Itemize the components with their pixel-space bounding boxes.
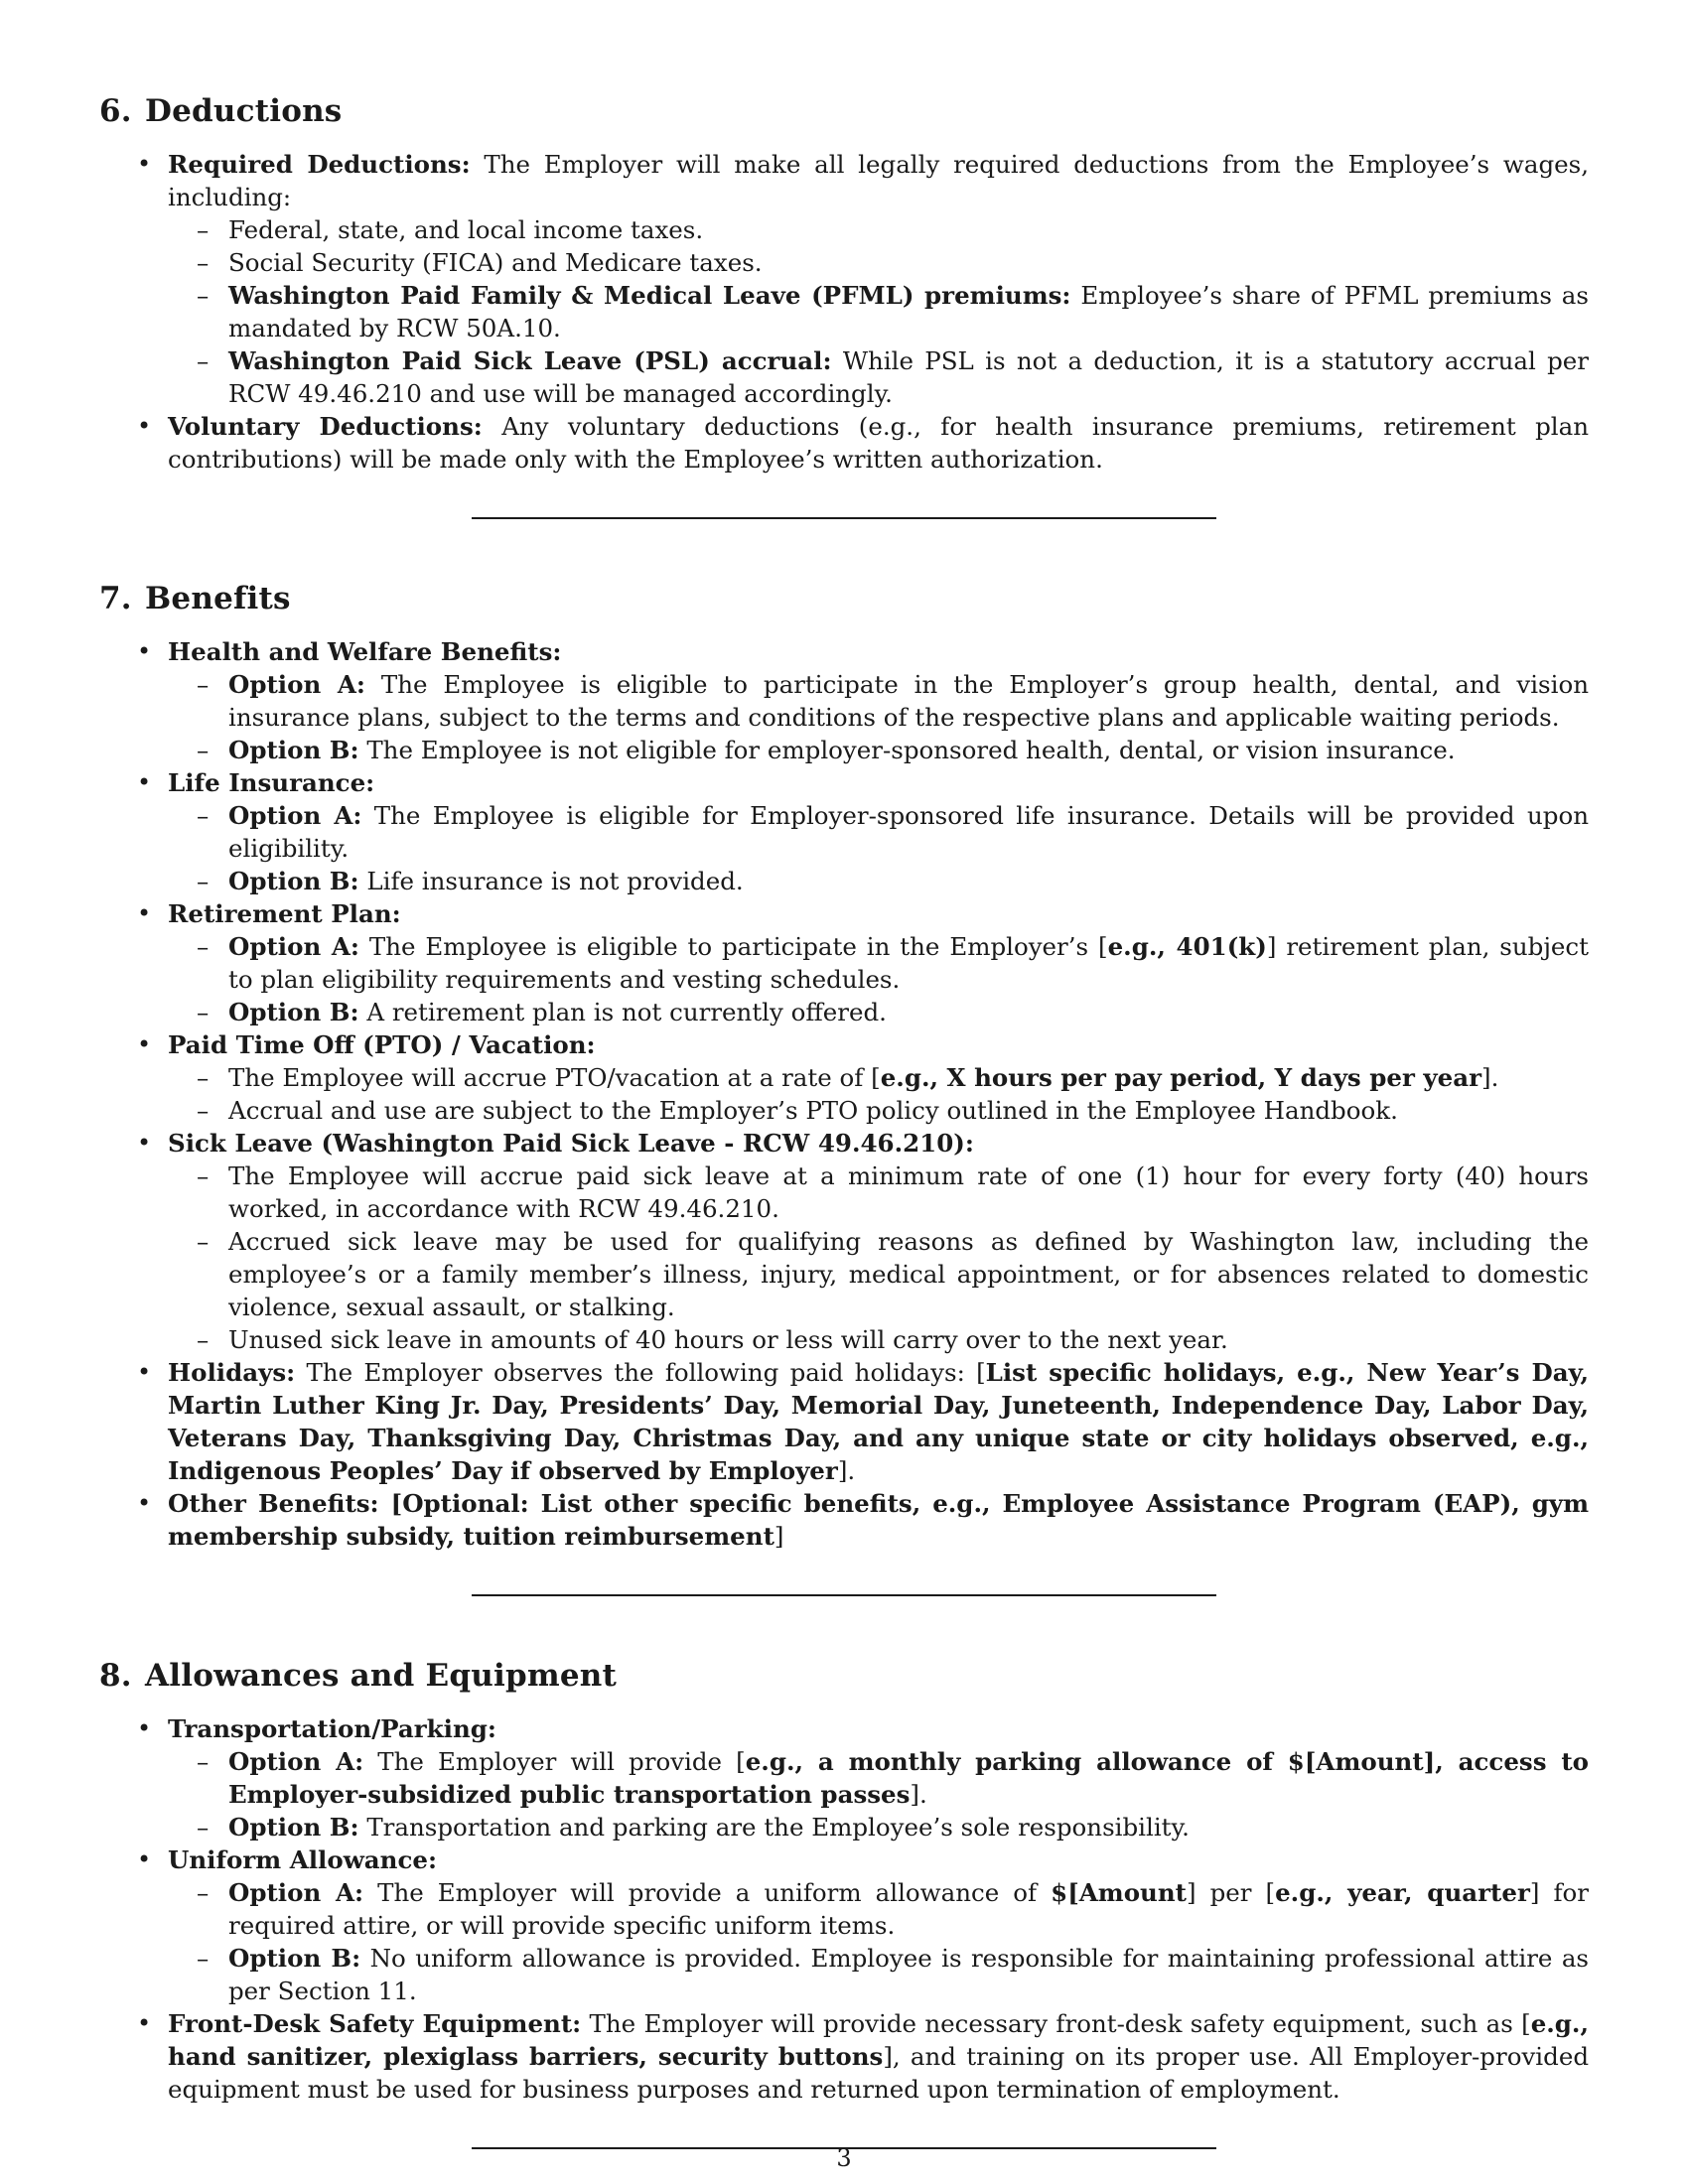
section-number: 7. xyxy=(99,581,132,616)
option-text: The Employer will provide [ xyxy=(363,1747,746,1776)
item-text: Any voluntary deductions (e.g., for health insurance premiums, retirement plan contributions) will be made only with the Employee’s written authorization. xyxy=(168,412,1589,474)
section-title-deductions xyxy=(99,91,1589,131)
item-text: The Employer will provide necessary front-desk safety equipment, such as [ xyxy=(581,2009,1531,2038)
section-title-text: Deductions xyxy=(145,93,343,129)
item-label: Washington Paid Sick Leave (PSL) accrual: xyxy=(228,346,832,375)
item-label: Sick Leave (Washington Paid Sick Leave - RCW 49.46.210): xyxy=(168,1129,974,1158)
list-item-required-deductions xyxy=(99,148,1589,410)
section-number: 6. xyxy=(99,93,132,129)
option-text: The Employee is eligible for Employer-sponsored life insurance. Details will be provided upon eligibility. xyxy=(228,801,1589,863)
sublist-item: – Social Security (FICA) and Medicare taxes. xyxy=(168,246,1589,279)
section-title-text: Benefits xyxy=(145,581,291,616)
option-text: ] retirement plan, subject to plan eligibility requirements and vesting schedules. xyxy=(228,932,1589,994)
item-label: Other Benefits: xyxy=(168,1489,379,1518)
sublist-item xyxy=(168,930,1589,996)
section-title-text: Allowances and Equipment xyxy=(145,1658,618,1694)
option-text: ]. xyxy=(910,1780,927,1809)
option-text: The Employee is eligible to participate in the Employer’s group health, dental, and vision insurance plans, subject to the terms and conditions of the respective plans and applicable waiting periods. xyxy=(228,670,1589,732)
list-item-holidays xyxy=(99,1356,1589,1487)
item-label: Life Insurance: xyxy=(168,768,375,797)
option-label: Option A: xyxy=(228,1878,364,1907)
option-text: Transportation and parking are the Employee’s sole responsibility. xyxy=(358,1813,1190,1842)
placeholder-text: List specific holidays, e.g., New Year’s Day, Martin Luther King Jr. Day, Presidents’ Day, Memorial Day, Juneteenth, Independence Day, Labor Day, Veterans Day, Thanksgiving Day, Christmas Day, and any unique state or city holidays observed, e.g., Indigenous Peoples’ Day if observed by Employer xyxy=(168,1358,1589,1485)
placeholder-text: e.g., hand sanitizer, plexiglass barriers, security buttons xyxy=(168,2009,1589,2071)
item-label: Voluntary Deductions: xyxy=(168,412,483,441)
sublist-item xyxy=(168,799,1589,865)
section-title-benefits xyxy=(99,579,1589,618)
placeholder-text: e.g., year, quarter xyxy=(1275,1878,1530,1907)
sublist xyxy=(168,668,1589,766)
option-label: Option A: xyxy=(228,1747,364,1776)
sublist xyxy=(168,1745,1589,1843)
option-text: A retirement plan is not currently offered. xyxy=(358,998,887,1026)
list-item-sick-leave xyxy=(99,1127,1589,1356)
sublist xyxy=(168,930,1589,1028)
item-text: The Employer will make all legally required deductions from the Employee’s wages, including: xyxy=(168,150,1589,211)
list-item-other-benefits xyxy=(99,1487,1589,1553)
deductions-list xyxy=(99,148,1589,476)
list-item-life xyxy=(99,766,1589,897)
option-label: Option B: xyxy=(228,1813,359,1842)
sublist xyxy=(168,1061,1589,1127)
option-text: Life insurance is not provided. xyxy=(358,867,744,895)
sublist-item-pfml xyxy=(168,279,1589,344)
item-text: ]. xyxy=(1481,1063,1499,1092)
sublist-item xyxy=(168,734,1589,766)
option-label: Option B: xyxy=(228,998,359,1026)
option-text: ] for required attire, or will provide specific uniform items. xyxy=(228,1878,1589,1940)
item-text: While PSL is not a deduction, it is a statutory accrual per RCW 49.46.210 and use will be managed accordingly. xyxy=(228,346,1590,408)
placeholder-text: e.g., X hours per pay period, Y days per year xyxy=(880,1063,1482,1092)
option-text: The Employer will provide a uniform allowance of xyxy=(363,1878,1052,1907)
sublist xyxy=(168,213,1589,410)
sublist xyxy=(168,1160,1589,1356)
sublist-item: – Federal, state, and local income taxes. xyxy=(168,213,1589,246)
item-text: ]. xyxy=(837,1456,856,1485)
placeholder-text: e.g., a monthly parking allowance of $[Amount], access to Employer-subsidized public transportation passes xyxy=(228,1747,1589,1809)
placeholder-text: Optional: List other specific benefits, e.g., Employee Assistance Program (EAP), gym membership subsidy, tuition reimbursement xyxy=(168,1489,1589,1551)
option-text: ] per [ xyxy=(1187,1878,1276,1907)
option-label: Option B: xyxy=(228,867,359,895)
sublist-item xyxy=(168,996,1589,1028)
item-label: Washington Paid Family & Medical Leave (PFML) premiums: xyxy=(228,281,1071,310)
sublist-item xyxy=(168,1811,1589,1843)
item-label: Transportation/Parking: xyxy=(168,1714,496,1743)
sublist-item xyxy=(168,1876,1589,1942)
list-item-safety-equipment xyxy=(99,2007,1589,2106)
list-item-uniform xyxy=(99,1843,1589,2007)
item-text: Employee’s share of PFML premiums as mandated by RCW 50A.10. xyxy=(228,281,1589,342)
sublist-item: – Unused sick leave in amounts of 40 hours or less will carry over to the next year. xyxy=(168,1323,1589,1356)
sublist-item xyxy=(168,1942,1589,2007)
item-label: Retirement Plan: xyxy=(168,899,401,928)
benefits-list xyxy=(99,635,1589,1553)
option-label: Option B: xyxy=(228,1944,361,1973)
option-text: The Employee is eligible to participate in the Employer’s [ xyxy=(358,932,1108,961)
placeholder-text: e.g., 401(k) xyxy=(1107,932,1267,961)
item-label: Health and Welfare Benefits: xyxy=(168,637,562,666)
list-item-transportation xyxy=(99,1712,1589,1843)
item-label: Required Deductions: xyxy=(168,150,471,179)
list-item-voluntary-deductions xyxy=(99,410,1589,476)
option-label: Option A: xyxy=(228,801,362,830)
sublist xyxy=(168,799,1589,897)
item-text: ], and training on its proper use. All Employer-provided equipment must be used for business purposes and returned upon termination of employment. xyxy=(168,2042,1589,2104)
list-item-health xyxy=(99,635,1589,766)
list-item-pto xyxy=(99,1028,1589,1127)
item-text: The Employer observes the following paid holidays: [ xyxy=(295,1358,986,1387)
sublist xyxy=(168,1876,1589,2007)
section-title-allowances xyxy=(99,1656,1589,1696)
item-text: ] xyxy=(774,1522,784,1551)
item-text: [ xyxy=(378,1489,403,1518)
option-text: The Employee is not eligible for employer-sponsored health, dental, or vision insurance. xyxy=(358,736,1456,764)
item-text: The Employee will accrue PTO/vacation at a rate of [ xyxy=(228,1063,881,1092)
page-number: 3 xyxy=(836,2144,852,2172)
option-label: Option B: xyxy=(228,736,359,764)
sublist-item-psl xyxy=(168,344,1589,410)
item-label: Holidays: xyxy=(168,1358,296,1387)
allowances-list xyxy=(99,1712,1589,2106)
option-text: No uniform allowance is provided. Employee is responsible for maintaining professional attire as per Section 11. xyxy=(228,1944,1589,2005)
sublist-item: – Accrued sick leave may be used for qualifying reasons as defined by Washington law, including the employee’s or a family member’s illness, injury, medical appointment, or for absences related to domestic violence, sexual assault, or stalking. xyxy=(168,1225,1589,1323)
item-label: Paid Time Off (PTO) / Vacation: xyxy=(168,1030,596,1059)
sublist-item: – The Employee will accrue paid sick leave at a minimum rate of one (1) hour for every forty (40) hours worked, in accordance with RCW 49.46.210. xyxy=(168,1160,1589,1225)
item-label: Uniform Allowance: xyxy=(168,1845,438,1874)
page-content xyxy=(99,91,1589,2149)
sublist-item: – Accrual and use are subject to the Employer’s PTO policy outlined in the Employee Handbook. xyxy=(168,1094,1589,1127)
option-label: Option A: xyxy=(228,670,365,699)
list-item-retirement xyxy=(99,897,1589,1028)
sublist-item xyxy=(168,1061,1589,1094)
sublist-item xyxy=(168,1745,1589,1811)
sublist-item xyxy=(168,668,1589,734)
sublist-item xyxy=(168,865,1589,897)
option-label: Option A: xyxy=(228,932,359,961)
placeholder-text: $[Amount xyxy=(1051,1878,1187,1907)
item-label: Front-Desk Safety Equipment: xyxy=(168,2009,582,2038)
section-number: 8. xyxy=(99,1658,132,1694)
